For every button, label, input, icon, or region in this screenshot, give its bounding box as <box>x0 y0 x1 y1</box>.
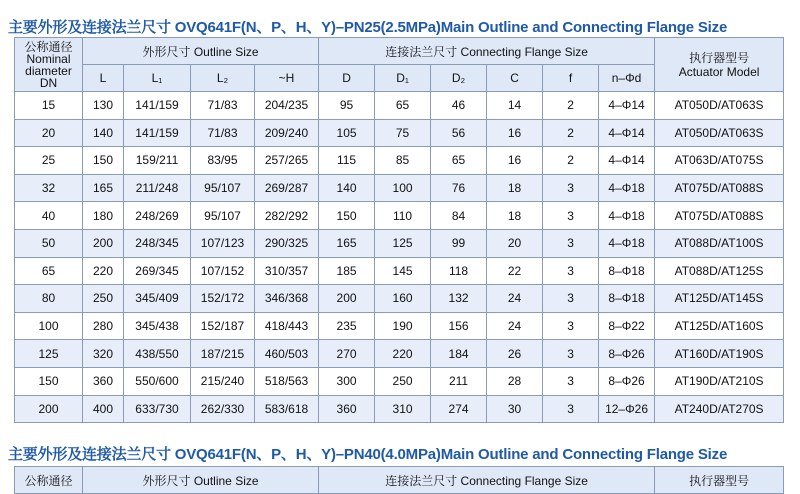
table-cell: 290/325 <box>255 229 319 257</box>
table-cell: 3 <box>543 340 599 368</box>
table-cell: 3 <box>543 257 599 285</box>
table-cell: 156 <box>431 312 487 340</box>
table-cell: 400 <box>83 395 124 423</box>
table-cell: 8–Φ26 <box>599 340 655 368</box>
table-cell: 83/95 <box>191 147 255 175</box>
table-cell: 107/152 <box>191 257 255 285</box>
table-row <box>15 257 784 285</box>
table-cell: AT190D/AT210S <box>655 367 784 395</box>
table-cell: 76 <box>431 174 487 202</box>
table-cell: 4–Φ18 <box>599 229 655 257</box>
table-row <box>15 202 784 230</box>
table-cell: 65 <box>375 92 431 120</box>
table-cell: AT050D/AT063S <box>655 119 784 147</box>
table-cell: 4–Φ18 <box>599 174 655 202</box>
table-cell: 65 <box>15 257 83 285</box>
table-cell: 345/438 <box>124 312 191 340</box>
table-cell: 269/287 <box>255 174 319 202</box>
table-cell: 274 <box>431 395 487 423</box>
table-cell: 16 <box>487 119 543 147</box>
actuator-model-header <box>655 38 784 92</box>
column-header: L₁ <box>124 65 191 92</box>
table-cell: 438/550 <box>124 340 191 368</box>
table-cell: 152/172 <box>191 285 255 313</box>
table-cell: 110 <box>375 202 431 230</box>
table-cell: AT240D/AT270S <box>655 395 784 423</box>
table-cell: 4–Φ18 <box>599 202 655 230</box>
table-title-pn25: 主要外形及连接法兰尺寸 OVQ641F(N、P、H、Y)–PN25(2.5MPa)Main Outline and Connecting Flange Size <box>8 19 728 36</box>
table-cell: 115 <box>319 147 375 175</box>
table-cell: 262/330 <box>191 395 255 423</box>
table-title-pn40: 主要外形及连接法兰尺寸 OVQ641F(N、P、H、Y)–PN40(4.0MPa)Main Outline and Connecting Flange Size <box>8 446 728 463</box>
table-cell: 250 <box>375 367 431 395</box>
table-cell: 125 <box>15 340 83 368</box>
table-cell: 125 <box>375 229 431 257</box>
table-cell: 235 <box>319 312 375 340</box>
dn-header-2: 公称通径 <box>15 467 83 494</box>
dn-header-en3: DN <box>39 75 58 90</box>
flange-size-header: 连接法兰尺寸 Connecting Flange Size <box>319 38 655 65</box>
column-header: C <box>487 65 543 92</box>
table-cell: 15 <box>15 92 83 120</box>
table-cell: 25 <box>15 147 83 175</box>
table-cell: 2 <box>543 119 599 147</box>
table-cell: 282/292 <box>255 202 319 230</box>
table-cell: 185 <box>319 257 375 285</box>
table-cell: 140 <box>319 174 375 202</box>
table-cell: 14 <box>487 92 543 120</box>
table-cell: 345/409 <box>124 285 191 313</box>
table-cell: 75 <box>375 119 431 147</box>
table-cell: 95 <box>319 92 375 120</box>
table-cell: 3 <box>543 229 599 257</box>
table-cell: 518/563 <box>255 367 319 395</box>
table-cell: 24 <box>487 285 543 313</box>
table-cell: 20 <box>15 119 83 147</box>
table-row <box>15 367 784 395</box>
table-row <box>15 285 784 313</box>
table-cell: 190 <box>375 312 431 340</box>
dn-header-en2: diameter <box>25 63 72 78</box>
table-cell: 20 <box>487 229 543 257</box>
table-cell: 8–Φ22 <box>599 312 655 340</box>
table-cell: 95/107 <box>191 174 255 202</box>
table-cell: 310 <box>375 395 431 423</box>
table-cell: 46 <box>431 92 487 120</box>
table-cell: AT160D/AT190S <box>655 340 784 368</box>
table-cell: 56 <box>431 119 487 147</box>
table-cell: 32 <box>15 174 83 202</box>
dn-header-cn: 公称通径 <box>24 39 73 54</box>
table-cell: 150 <box>15 367 83 395</box>
table-cell: 2 <box>543 147 599 175</box>
column-header: n–Φd <box>599 65 655 92</box>
table-cell: 4–Φ14 <box>599 92 655 120</box>
table-cell: 248/269 <box>124 202 191 230</box>
table-cell: 180 <box>83 202 124 230</box>
table-row <box>15 340 784 368</box>
table-cell: AT063D/AT075S <box>655 147 784 175</box>
table-cell: 200 <box>83 229 124 257</box>
table-cell: 4–Φ14 <box>599 147 655 175</box>
table-cell: 346/368 <box>255 285 319 313</box>
table-cell: 460/503 <box>255 340 319 368</box>
table-cell: 71/83 <box>191 92 255 120</box>
table-cell: 71/83 <box>191 119 255 147</box>
table-cell: 26 <box>487 340 543 368</box>
column-header: ~H <box>255 65 319 92</box>
table-cell: AT125D/AT160S <box>655 312 784 340</box>
table-cell: 3 <box>543 395 599 423</box>
table-cell: 12–Φ26 <box>599 395 655 423</box>
table-cell: 159/211 <box>124 147 191 175</box>
table-cell: 141/159 <box>124 92 191 120</box>
table-cell: 220 <box>83 257 124 285</box>
table-row <box>15 92 784 120</box>
table-cell: 200 <box>15 395 83 423</box>
table-cell: 40 <box>15 202 83 230</box>
table-row <box>15 147 784 175</box>
table-cell: 320 <box>83 340 124 368</box>
column-header: f <box>543 65 599 92</box>
table-cell: 550/600 <box>124 367 191 395</box>
table-cell: 165 <box>83 174 124 202</box>
dn-header <box>15 38 83 92</box>
table-cell: 95/107 <box>191 202 255 230</box>
table-row <box>15 229 784 257</box>
table-row <box>15 395 784 423</box>
table-cell: 8–Φ18 <box>599 257 655 285</box>
table-cell: 132 <box>431 285 487 313</box>
table-cell: 107/123 <box>191 229 255 257</box>
table-cell: 105 <box>319 119 375 147</box>
table-cell: 22 <box>487 257 543 285</box>
table-cell: 165 <box>319 229 375 257</box>
table-cell: 118 <box>431 257 487 285</box>
table-cell: 200 <box>319 285 375 313</box>
table-cell: 3 <box>543 312 599 340</box>
table-cell: 211/248 <box>124 174 191 202</box>
table-cell: 28 <box>487 367 543 395</box>
table-cell: 50 <box>15 229 83 257</box>
table-cell: 300 <box>319 367 375 395</box>
table-cell: 215/240 <box>191 367 255 395</box>
table-cell: AT075D/AT088S <box>655 174 784 202</box>
outline-size-header-2: 外形尺寸 Outline Size <box>83 467 319 494</box>
table-row <box>15 119 784 147</box>
table-cell: 583/618 <box>255 395 319 423</box>
table-cell: 18 <box>487 174 543 202</box>
table-cell: 80 <box>15 285 83 313</box>
table-cell: 3 <box>543 285 599 313</box>
table-cell: 3 <box>543 202 599 230</box>
table-cell: 220 <box>375 340 431 368</box>
table-cell: 204/235 <box>255 92 319 120</box>
table-cell: 100 <box>375 174 431 202</box>
table-cell: 257/265 <box>255 147 319 175</box>
table-cell: 8–Φ18 <box>599 285 655 313</box>
table-cell: 99 <box>431 229 487 257</box>
table-cell: 65 <box>431 147 487 175</box>
table-cell: 84 <box>431 202 487 230</box>
table-cell: 269/345 <box>124 257 191 285</box>
table-cell: 211 <box>431 367 487 395</box>
table-cell: 85 <box>375 147 431 175</box>
table-cell: 3 <box>543 174 599 202</box>
table-cell: 248/345 <box>124 229 191 257</box>
table-cell: 140 <box>83 119 124 147</box>
table-cell: 150 <box>83 147 124 175</box>
table-cell: 100 <box>15 312 83 340</box>
table-cell: AT075D/AT088S <box>655 202 784 230</box>
column-header: L <box>83 65 124 92</box>
table-cell: AT088D/AT100S <box>655 229 784 257</box>
table-cell: 360 <box>319 395 375 423</box>
column-header: D <box>319 65 375 92</box>
table-cell: 418/443 <box>255 312 319 340</box>
outline-size-header: 外形尺寸 Outline Size <box>83 38 319 65</box>
flange-size-table-pn25 <box>14 37 784 423</box>
table-cell: 310/357 <box>255 257 319 285</box>
actuator-model-header-2: 执行器型号 <box>655 467 784 494</box>
dn-header-en1: Nominal <box>26 51 71 66</box>
table-cell: 360 <box>83 367 124 395</box>
column-header: L₂ <box>191 65 255 92</box>
table-cell: 3 <box>543 367 599 395</box>
table-cell: 16 <box>487 147 543 175</box>
table-cell: 130 <box>83 92 124 120</box>
table-cell: 187/215 <box>191 340 255 368</box>
column-header: D₂ <box>431 65 487 92</box>
flange-size-header-2: 连接法兰尺寸 Connecting Flange Size <box>319 467 655 494</box>
table-cell: AT050D/AT063S <box>655 92 784 120</box>
table-cell: 152/187 <box>191 312 255 340</box>
table-cell: 145 <box>375 257 431 285</box>
table-cell: AT125D/AT145S <box>655 285 784 313</box>
flange-size-table-pn40 <box>14 466 784 494</box>
actuator-header-cn: 执行器型号 <box>689 50 750 65</box>
table-cell: 250 <box>83 285 124 313</box>
table-cell: 150 <box>319 202 375 230</box>
table-cell: 18 <box>487 202 543 230</box>
table-cell: AT088D/AT125S <box>655 257 784 285</box>
table-cell: 184 <box>431 340 487 368</box>
table-cell: 270 <box>319 340 375 368</box>
table-cell: 141/159 <box>124 119 191 147</box>
table-cell: 2 <box>543 92 599 120</box>
table-cell: 4–Φ14 <box>599 119 655 147</box>
table-row <box>15 174 784 202</box>
table-cell: 24 <box>487 312 543 340</box>
table-cell: 209/240 <box>255 119 319 147</box>
column-header: D₁ <box>375 65 431 92</box>
table-cell: 633/730 <box>124 395 191 423</box>
table-cell: 30 <box>487 395 543 423</box>
actuator-header-en: Actuator Model <box>678 64 760 79</box>
table-row <box>15 312 784 340</box>
table-cell: 160 <box>375 285 431 313</box>
table-cell: 8–Φ26 <box>599 367 655 395</box>
table-cell: 280 <box>83 312 124 340</box>
